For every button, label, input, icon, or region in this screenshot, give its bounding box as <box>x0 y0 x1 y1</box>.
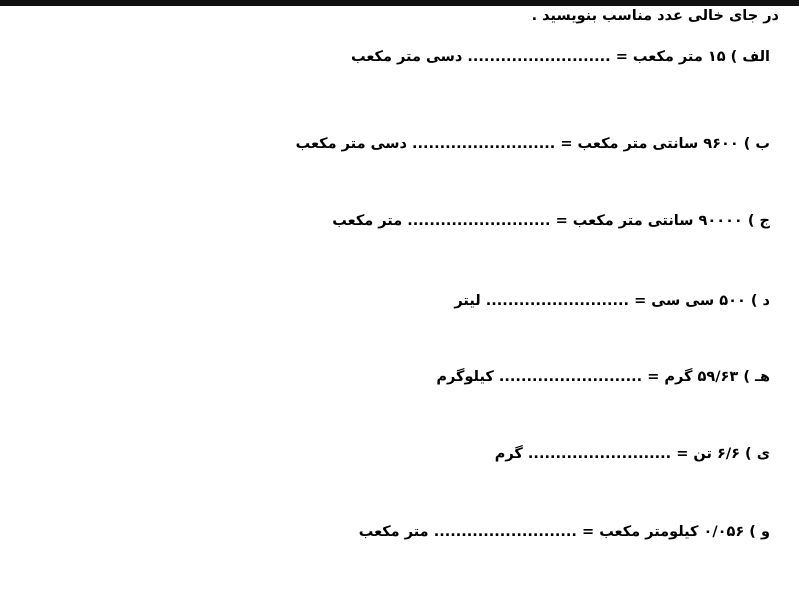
answer-blank[interactable]: .......................... <box>412 136 556 152</box>
equals-sign: = <box>560 136 573 152</box>
question-unit: لیتر <box>454 293 481 309</box>
equals-sign: = <box>676 446 689 462</box>
question-quantity: ۵۰۰ سی سی <box>651 293 746 309</box>
question-label: هـ ) <box>743 369 770 385</box>
question-quantity: ۵۹/۶۳ گرم <box>664 369 739 385</box>
question-quantity: ۹۶۰۰ سانتی متر مکعب <box>577 136 739 152</box>
question-unit: متر مکعب <box>358 524 429 540</box>
question-label: ی ) <box>745 446 770 462</box>
question-row <box>0 368 799 386</box>
equals-sign: = <box>647 369 660 385</box>
answer-blank[interactable]: .......................... <box>527 446 672 462</box>
question-label: د ) <box>750 293 770 309</box>
equals-sign: = <box>615 49 628 65</box>
answer-blank[interactable]: .......................... <box>407 213 551 229</box>
equals-sign: = <box>581 524 595 540</box>
question-unit: دسی متر مکعب <box>295 136 407 152</box>
question-row <box>0 48 799 66</box>
question-quantity: ۶/۶ تن <box>693 446 740 462</box>
question-row <box>0 135 799 153</box>
question-row <box>0 292 799 310</box>
question-unit: گرم <box>494 446 523 462</box>
answer-blank[interactable]: .......................... <box>433 524 577 540</box>
answer-blank[interactable]: .......................... <box>498 369 643 385</box>
question-quantity: ۹۰۰۰۰ سانتی متر مکعب <box>572 213 743 229</box>
question-row <box>0 212 799 230</box>
question-row <box>0 445 799 463</box>
equals-sign: = <box>555 213 568 229</box>
question-label: و ) <box>749 524 770 540</box>
question-label: ب ) <box>743 136 770 152</box>
question-row <box>0 523 799 541</box>
question-quantity: ۰/۰۵۶ کیلومتر مکعب <box>599 524 745 540</box>
question-label: ج ) <box>747 213 770 229</box>
question-unit: متر مکعب <box>332 213 403 229</box>
page-title: در جای خالی عدد مناسب بنویسید . <box>531 8 779 24</box>
question-quantity: ۱۵ متر مکعب <box>632 49 726 65</box>
equals-sign: = <box>634 293 647 309</box>
question-unit: دسی متر مکعب <box>351 49 463 65</box>
answer-blank[interactable]: .......................... <box>485 293 629 309</box>
question-label: الف ) <box>730 49 770 65</box>
answer-blank[interactable]: .......................... <box>467 49 611 65</box>
question-unit: کیلوگرم <box>436 369 494 385</box>
